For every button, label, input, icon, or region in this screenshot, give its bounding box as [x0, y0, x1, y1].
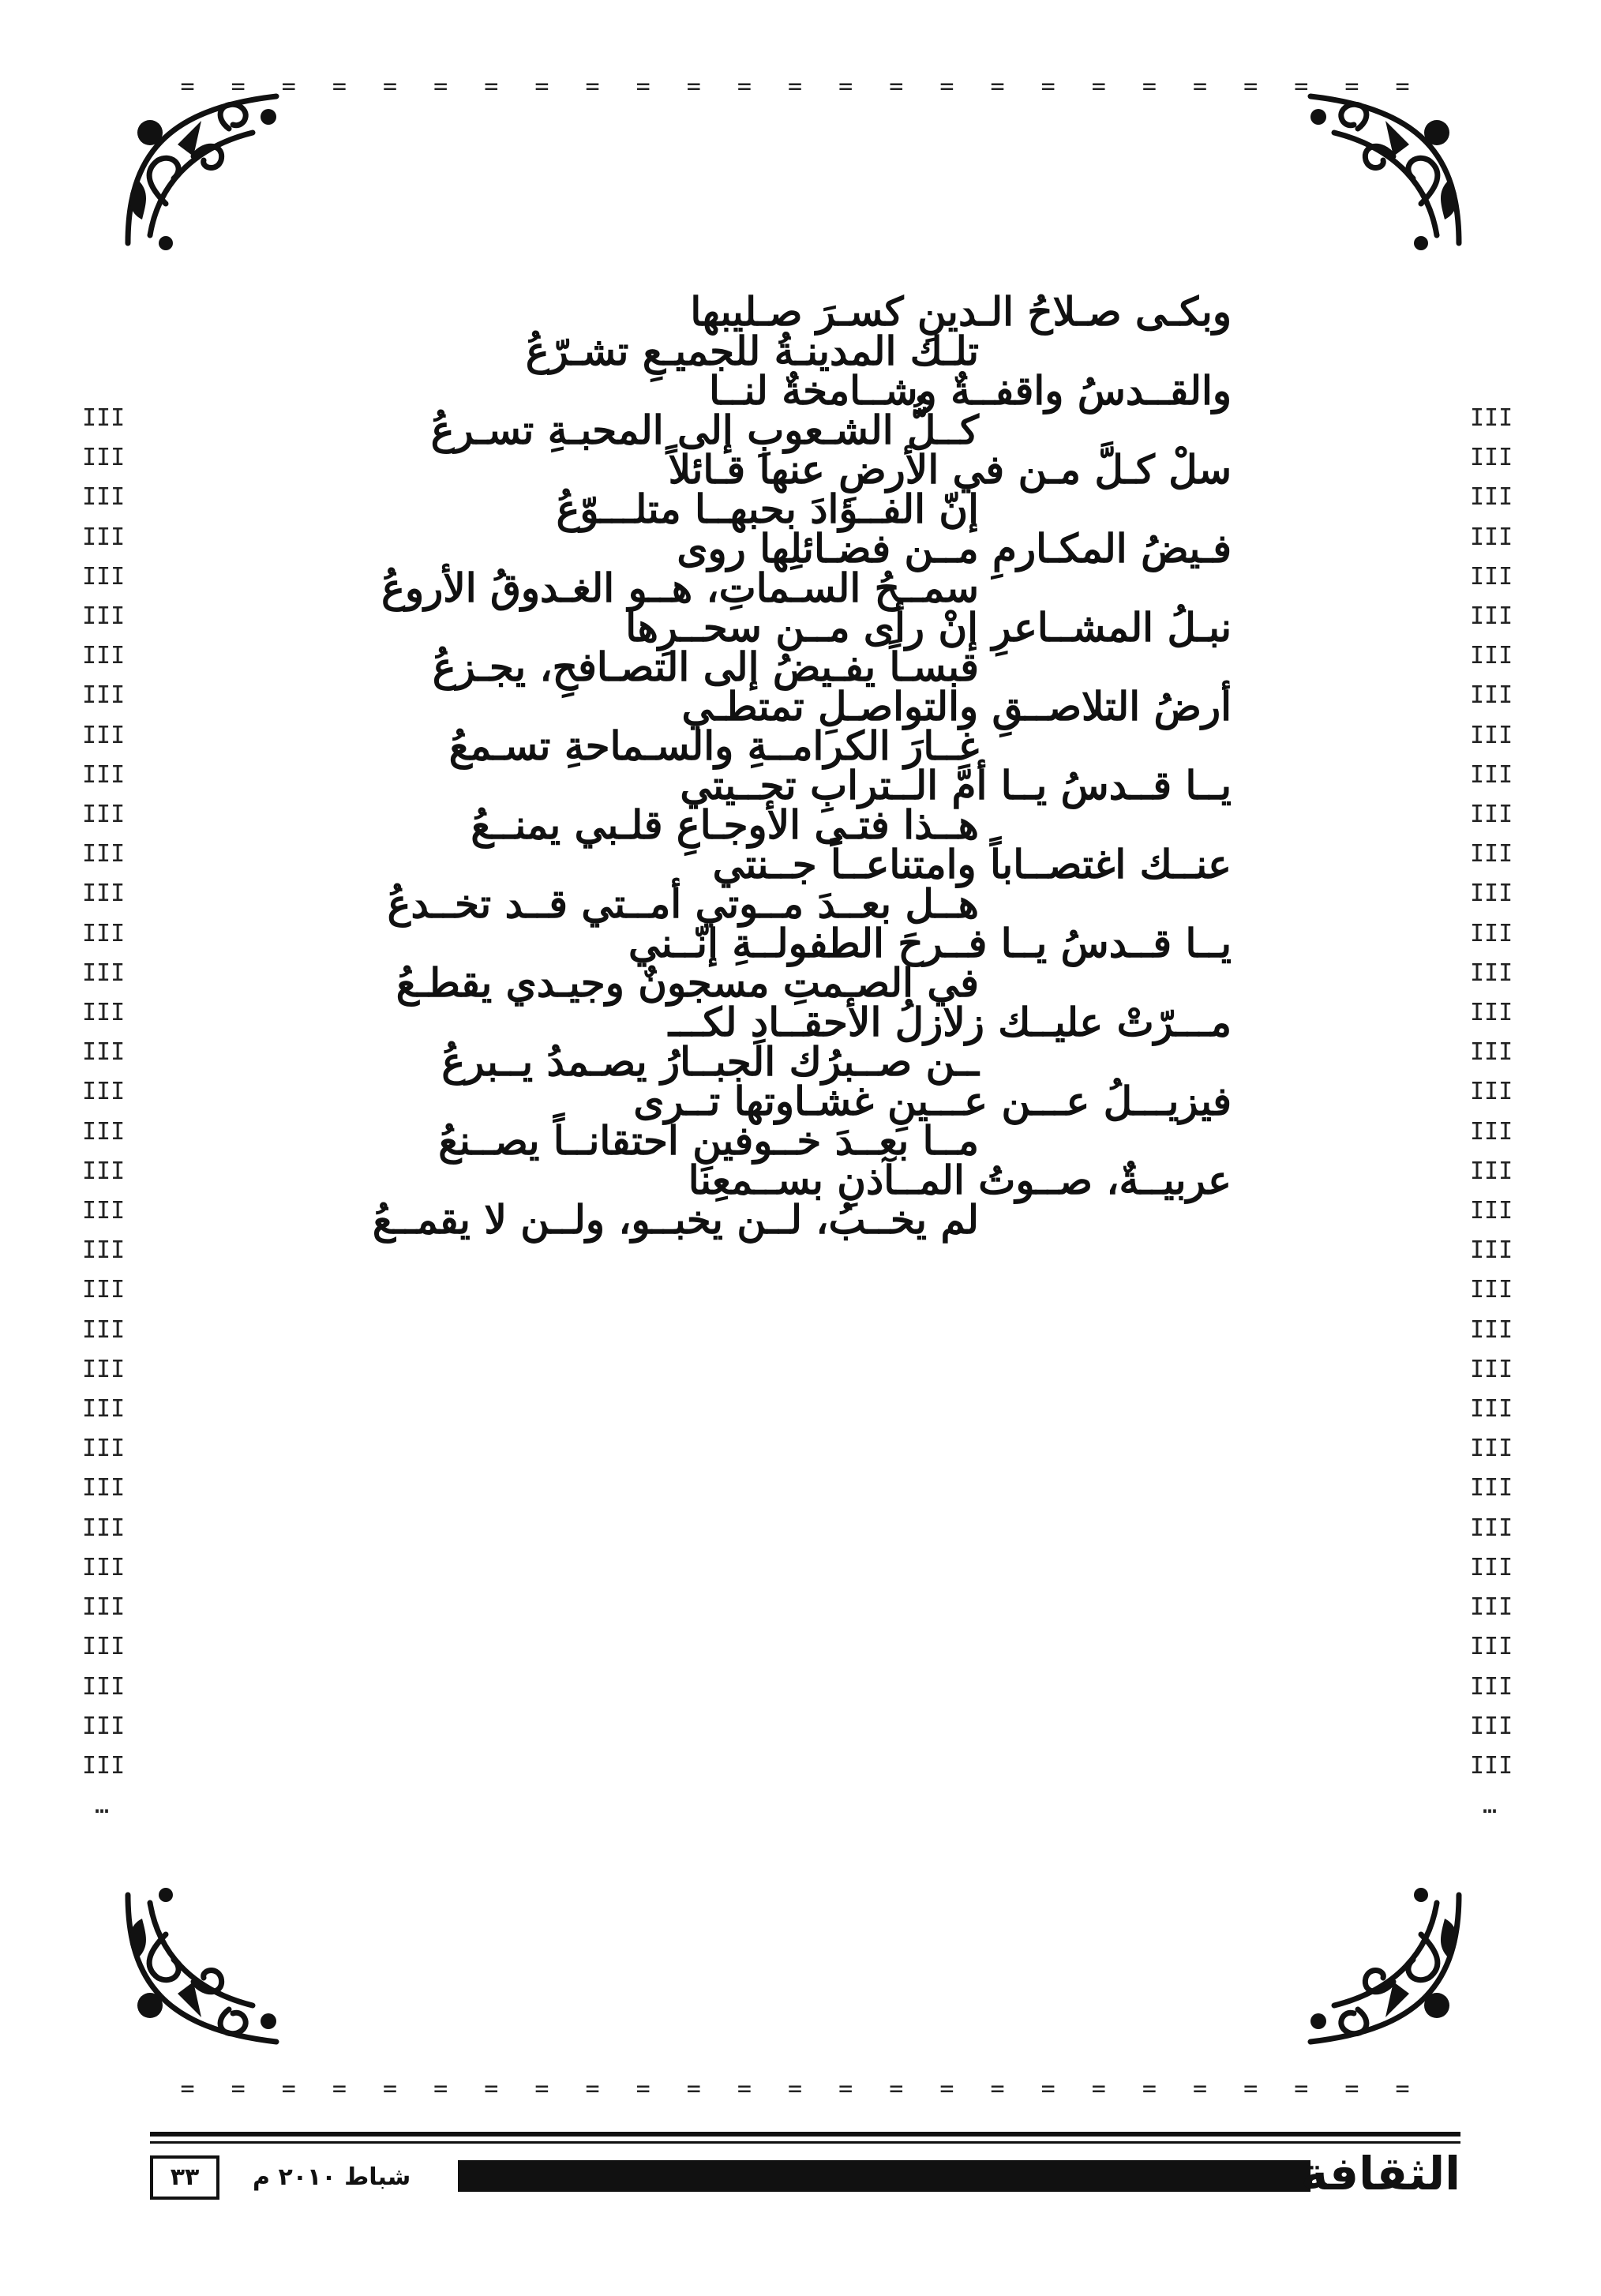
verse-second-half: في الصـمتِ مسجونٌ وجيـدي يقطـعُ	[396, 959, 979, 1006]
verse-first-half: نبـلُ المشــاعرِ إنْ رأى مــن سحــرِها	[625, 604, 1232, 651]
poem-verse	[300, 999, 1232, 1085]
verse-first-half: مـــرّتْ عليــك زلازلُ الأحقــادِ لكـــ	[668, 999, 1232, 1045]
verse-second-half: مــا بعــدَ خــوفينِ احتقانــاً يصــنعُ	[438, 1117, 979, 1164]
left-border-column: III III III III III III III III III III III III III III III III III III III III III III III III III III III III III III III III III III III …	[82, 404, 126, 1820]
footer-rule	[150, 2132, 1460, 2137]
verse-second-half: تلـك المدينـةُ للجميـعِ تشـرّعُ	[525, 328, 979, 374]
magazine-title: الثقافة	[1300, 2147, 1460, 2200]
right-border-column: III III III III III III III III III III III III III III III III III III III III III III III III III III III III III III III III III III III …	[1470, 404, 1513, 1820]
footer-rule-thin	[150, 2141, 1460, 2144]
verse-first-half: سلْ كـلَّ مـن في الأرضِ عنها قـائلاً	[668, 446, 1232, 493]
verse-second-half: هــل بعــدَ مــوتي أمــتي قــد تخــدعُ	[387, 880, 979, 927]
verse-first-half: فيزيـــلُ عـــن عـــينِ غشـاوتها تــرى	[633, 1078, 1232, 1124]
verse-first-half: يــا قــدسُ يــا فــرحَ الطفولــةِ إنّــني	[628, 920, 1232, 966]
verse-first-half: فـيضُ المكـارمِ مــن فضـائلِها روى	[677, 525, 1232, 572]
verse-first-half: والقــدسُ واقفــةٌ وشــامخةٌ لنــا	[709, 367, 1232, 414]
poem-verse	[300, 288, 1232, 374]
corner-ornament-bottom-right	[1295, 1879, 1468, 2053]
verse-second-half: هــذا فتـى الأوجـاعِ قلـبي يمنــعُ	[471, 801, 979, 848]
poem-verse	[300, 604, 1232, 690]
corner-ornament-top-left	[118, 85, 292, 259]
verse-first-half: أرضُ التلاصــقِ والتواصـلِ تمتطـي	[681, 683, 1232, 730]
verse-second-half: كــلُّ الشـعوبِ إلى المحبـةِ تسـرعُ	[430, 407, 979, 453]
poem-verse	[300, 920, 1232, 1006]
page-footer	[150, 2132, 1460, 2203]
poem-verse	[300, 367, 1232, 453]
corner-ornament-bottom-left	[118, 1879, 292, 2053]
verse-second-half: لم يخــبُ، لــن يخبــو، ولــن لا يقمــعُ	[372, 1196, 979, 1243]
verse-first-half: عنــك اغتصــاباً وامتناعــاً جــنتي	[712, 841, 1232, 887]
poem-verse	[300, 446, 1232, 532]
verse-first-half: يــا قــدسُ يــا أمَّ الــترابِ تحــيتي	[680, 762, 1232, 808]
poem-verse	[300, 1157, 1232, 1243]
poem-body	[300, 288, 1232, 1243]
top-dash-border: = = = = = = = = = = = = = = = = = = = = = = = = =	[180, 73, 1421, 100]
verse-second-half: غــارَ الكرامــةِ والسـماحةِ تسـمعُ	[448, 722, 979, 769]
verse-second-half: ــن صــبرُك الجبــارُ يصـمدُ يــبرعُ	[441, 1038, 979, 1085]
corner-ornament-top-right	[1295, 85, 1468, 259]
verse-first-half: عربيــةٌ، صــوتُ المــآذنِ بســمعِنا	[688, 1157, 1232, 1203]
poem-verse	[300, 683, 1232, 769]
verse-second-half: سمــحُ السـماتِ، هــو الغـدوقُ الأروعُ	[381, 565, 979, 611]
issue-date: شباط ٢٠١٠ م	[253, 2163, 411, 2191]
verse-first-half: وبكـى صـلاحُ الـدينِ كسـرَ صـليبها	[690, 288, 1232, 335]
verse-second-half: قبسـاً يفـيضُ إلى التصـافحِ، يجـزعُ	[432, 643, 979, 690]
verse-second-half: إنّ الفــؤادَ بحبهــا متلـــوّعُ	[556, 486, 979, 532]
poem-verse	[300, 762, 1232, 848]
bottom-dash-border: = = = = = = = = = = = = = = = = = = = = = = = = =	[180, 2075, 1421, 2103]
poem-verse	[300, 841, 1232, 927]
footer-black-bar	[458, 2160, 1310, 2192]
poem-verse	[300, 1078, 1232, 1164]
poem-verse	[300, 525, 1232, 611]
page-number: ٣٣	[150, 2155, 219, 2200]
